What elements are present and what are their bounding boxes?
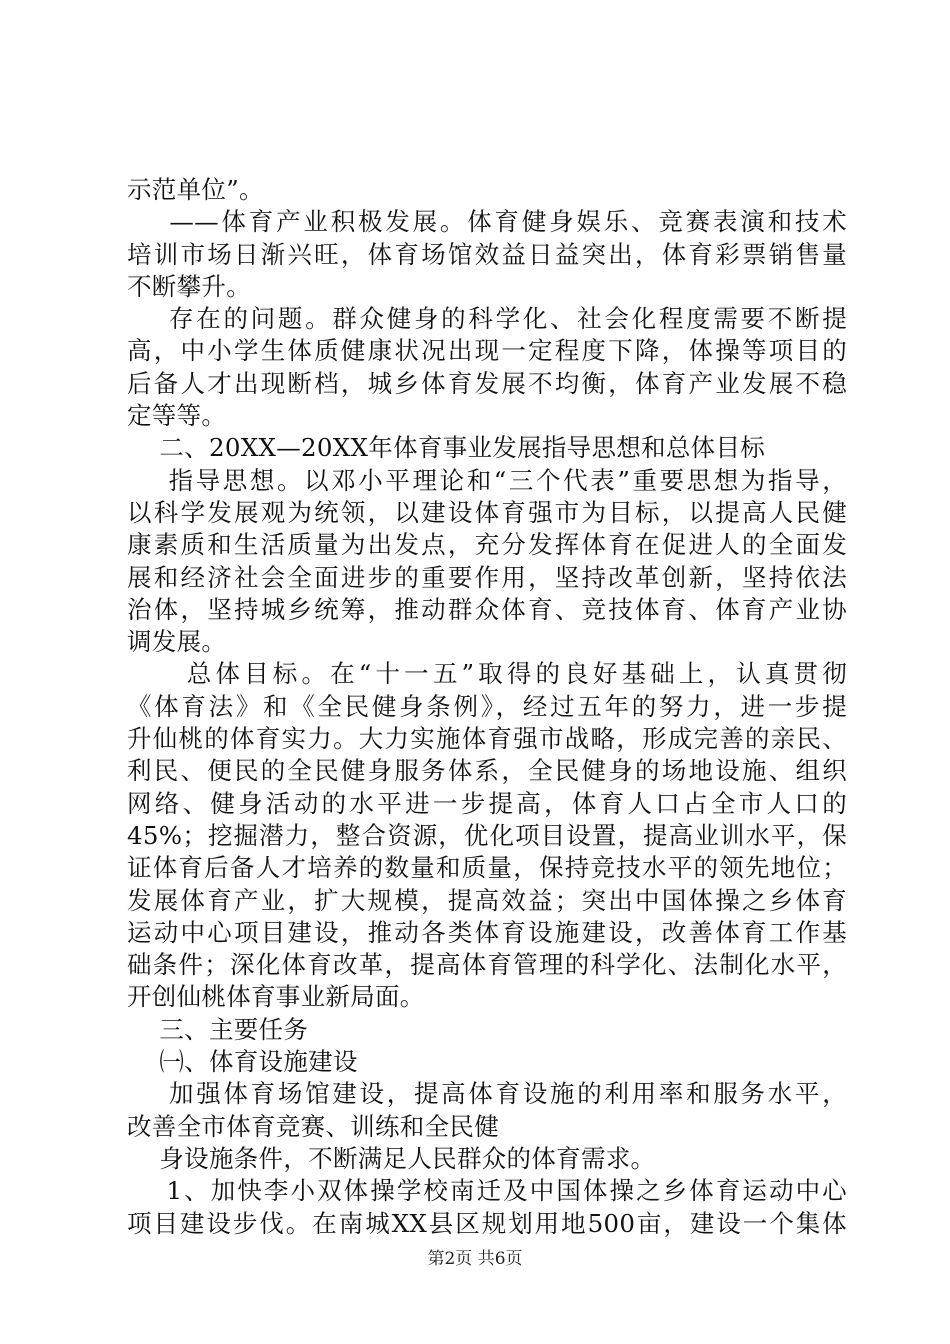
text-line: 础条件；深化体育改革，提高体育管理的科学化、法制化水平， (127, 950, 847, 980)
text-line: 1、加快李小双体操学校南迁及中国体操之乡体育运动中心 (127, 1176, 847, 1206)
text-line: 网络、健身活动的水平进一步提高，体育人口占全市人口的 (127, 788, 847, 818)
text-line: 发展体育产业，扩大规模，提高效益；突出中国体操之乡体育 (127, 885, 847, 915)
text-line: 运动中心项目建设，推动各类体育设施建设，改善体育工作基 (127, 917, 847, 947)
text-line: 总体目标。在“十一五”取得的良好基础上，认真贯彻 (127, 659, 847, 689)
text-line: 改善全市体育竞赛、训练和全民健 (127, 1111, 499, 1141)
text-line: 示范单位”。 (127, 175, 264, 204)
text-line: 证体育后备人才培养的数量和质量，保持竞技水平的领先地位； (127, 853, 847, 883)
text-line: 加强体育场馆建设，提高体育设施的利用率和服务水平， (127, 1079, 847, 1109)
text-line: 定等等。 (127, 401, 227, 431)
subsection-heading: ㈠、体育设施建设 (127, 1047, 358, 1077)
text-line: 高，中小学生体质健康状况出现一定程度下降，体操等项目的 (127, 336, 847, 366)
text-line: ——体育产业积极发展。体育健身娱乐、竞赛表演和技术 (127, 207, 847, 237)
text-line: 调发展。 (127, 627, 227, 657)
text-line: 项目建设步伐。在南城XX县区规划用地500亩，建设一个集体 (127, 1208, 847, 1238)
text-line: 治体，坚持城乡统筹，推动群众体育、竞技体育、体育产业协 (127, 594, 847, 624)
text-line: 45%；挖掘潜力，整合资源，优化项目设置，提高业训水平，保 (127, 820, 847, 850)
text-line: 开创仙桃体育事业新局面。 (127, 982, 425, 1012)
text-line: 指导思想。以邓小平理论和“三个代表”重要思想为指导， (127, 465, 847, 495)
page-footer: 第2页 共6页 (427, 1249, 523, 1269)
text-line: 存在的问题。群众健身的科学化、社会化程度需要不断提 (127, 304, 847, 334)
text-line: 展和经济社会全面进步的重要作用，坚持改革创新，坚持依法 (127, 562, 847, 592)
text-line: 康素质和生活质量为出发点，充分发挥体育在促进人的全面发 (127, 530, 847, 560)
document-body (127, 174, 847, 1240)
text-line: 利民、便民的全民健身服务体系，全民健身的场地设施、组织 (127, 756, 847, 786)
text-line: 以科学发展观为统领，以建设体育强市为目标，以提高人民健 (127, 497, 847, 527)
text-line: 培训市场日渐兴旺，体育场馆效益日益突出，体育彩票销售量 (127, 239, 847, 269)
section-heading: 三、主要任务 (127, 1014, 309, 1044)
section-heading: 二、20XX—20XX年体育事业发展指导思想和总体目标 (127, 433, 766, 463)
text-line: 身设施条件，不断满足人民群众的体育需求。 (127, 1143, 656, 1173)
text-line: 后备人才出现断档，城乡体育发展不均衡，体育产业发展不稳 (127, 368, 847, 398)
text-line: 不断攀升。 (127, 271, 251, 301)
text-line: 升仙桃的体育实力。大力实施体育强市战略，形成完善的亲民、 (127, 724, 847, 754)
text-line: 《体育法》和《全民健身条例》，经过五年的努力，进一步提 (127, 691, 847, 721)
